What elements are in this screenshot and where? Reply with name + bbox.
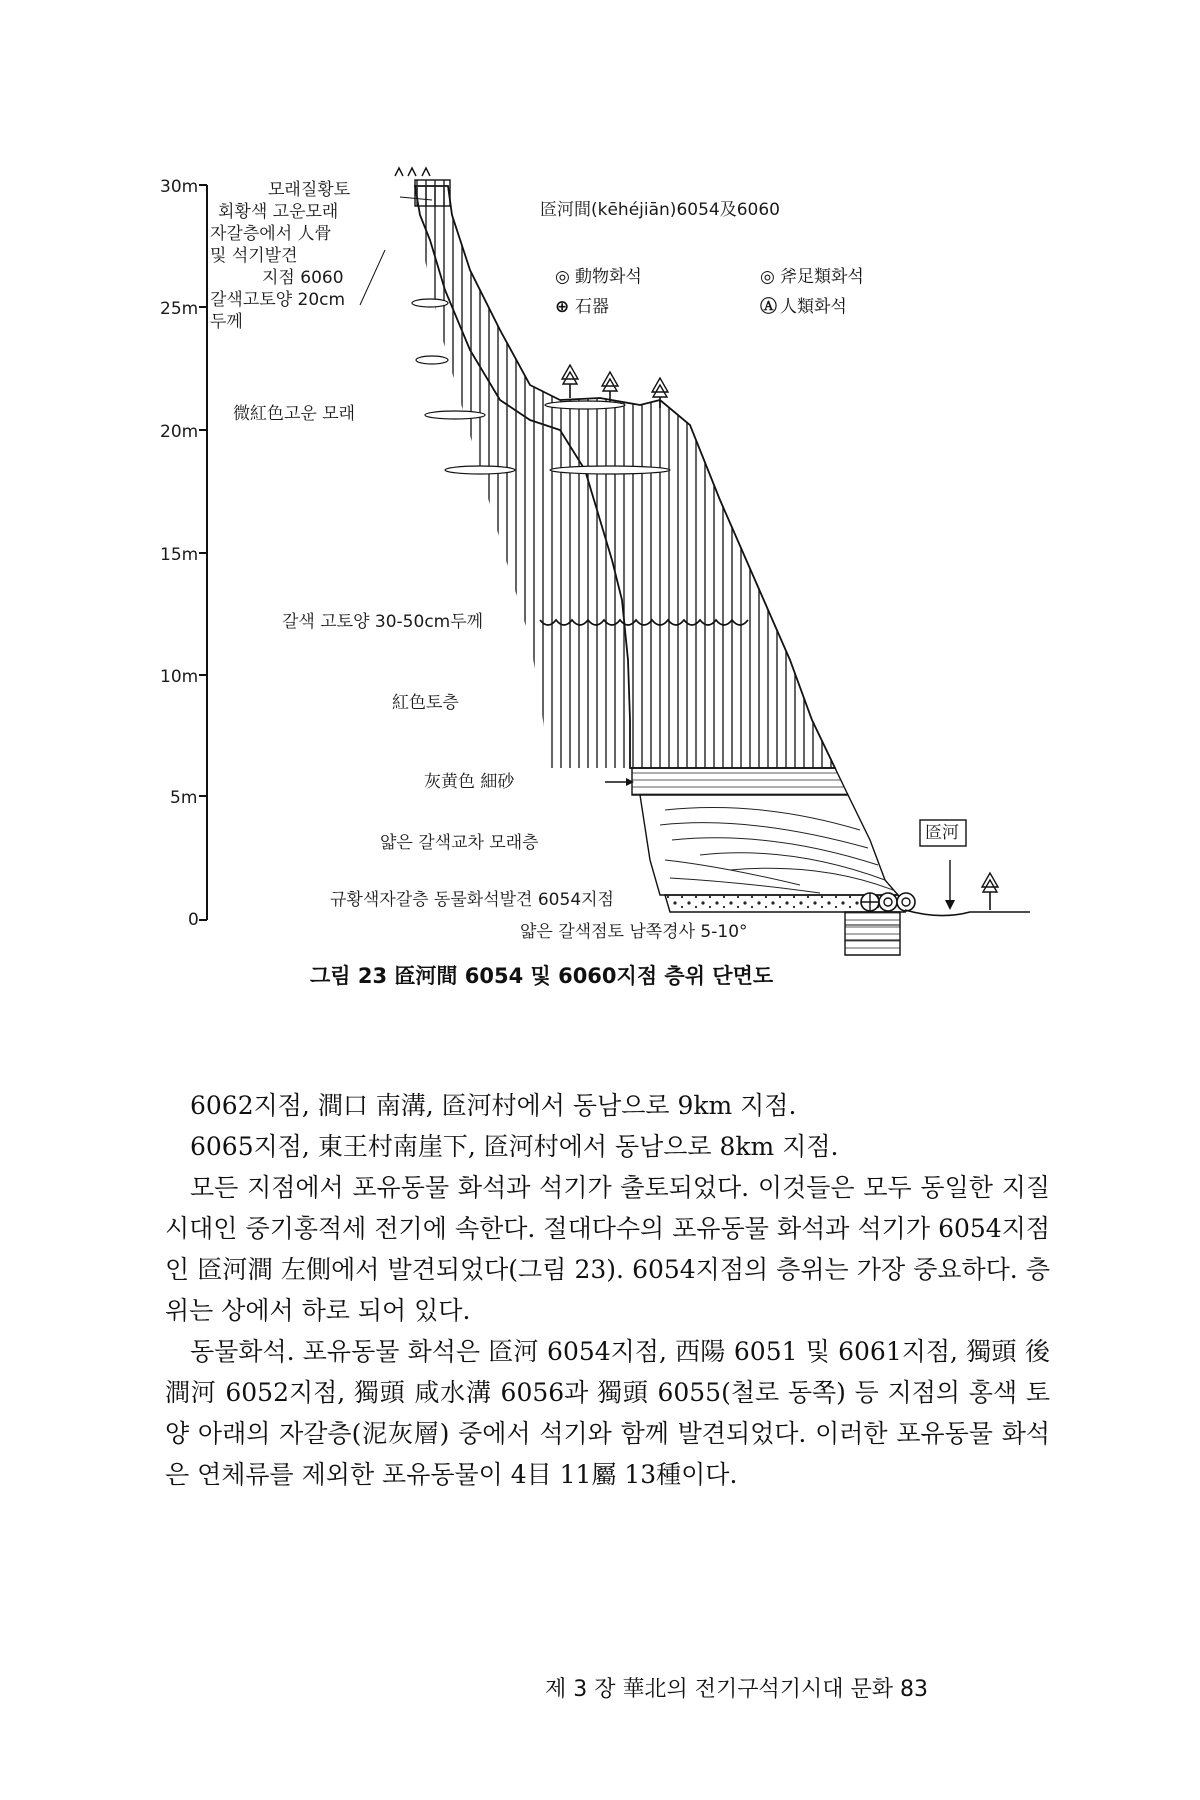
tree-icon	[562, 365, 578, 398]
label-cross-bedded-sand: 얇은 갈색교차 모래층	[380, 833, 539, 853]
axis-label-30m: 30m	[160, 177, 199, 197]
paragraph-all-sites: 모든 지점에서 포유동물 화석과 석기가 출토되었다. 이것들은 모두 동일한 지질시대인 중기홍적세 전기에 속한다. 절대다수의 포유동물 화석과 석기가 6054지점인 匼河澗 左側에서 발견되었다(그림 23). 6054지점의 층위는 가장 중요하다. 층위는 상에서 하로 되어 있다.	[165, 1173, 1050, 1325]
legend-human-fossil: Ⓐ 人類화석	[760, 297, 847, 317]
site-title: 匼河間(kēhéjiān)6054及6060	[540, 200, 780, 220]
label-pink-sand: 微紅色고운 모래	[233, 404, 356, 424]
grass-icon	[395, 168, 430, 176]
body-text	[165, 1085, 1050, 1495]
figure-caption: 그림 23 匼河間 6054 및 6060지점 층위 단면도	[310, 964, 774, 988]
label-brown-paleosol: 갈색 고토양 30-50cm두께	[282, 612, 484, 632]
paragraph-site-6062: 6062지점, 澗口 南溝, 匼河村에서 동남으로 9km 지점.	[190, 1091, 797, 1120]
axis-label-5m: 5m	[170, 788, 198, 808]
axis-label-20m: 20m	[160, 422, 199, 442]
label-and-tools-found: 및 석기발견	[210, 246, 298, 266]
tree-icon	[602, 372, 618, 402]
label-clay: 얇은 갈색점토 남쪽경사 5-10°	[520, 922, 748, 942]
label-grey-yellow-fine-sand: 회황색 고운모래	[218, 202, 339, 222]
axis-label-15m: 15m	[160, 545, 199, 565]
label-thickness: 두께	[210, 312, 243, 332]
axis-label-10m: 10m	[160, 667, 199, 687]
page-footer: 제 3 장 華北의 전기구석기시대 문화 83	[545, 1677, 928, 1702]
label-gravel-human-bone: 자갈층에서 人骨	[210, 224, 332, 244]
label-gravel-layer-6054: 규황색자갈층 동물화석발견 6054지점	[330, 890, 614, 910]
label-red-soil: 紅色토층	[392, 693, 459, 713]
paragraph-site-6065: 6065지점, 東王村南崖下, 匼河村에서 동남으로 8km 지점.	[190, 1132, 839, 1161]
grey-yellow-sand-band	[632, 768, 848, 795]
depth-scale-axis	[199, 185, 207, 920]
label-brown-paleosol-20cm: 갈색고토양 20cm	[210, 290, 346, 310]
label-river: 匼河	[925, 823, 959, 843]
legend-bivalve-fossil: ◎ 斧足類화석	[760, 267, 864, 287]
legend-animal-fossil: ◎ 動物화석	[555, 267, 642, 287]
axis-label-25m: 25m	[160, 299, 199, 319]
tree-icon	[982, 873, 998, 910]
label-site-6060: 지점 6060	[262, 268, 344, 288]
paragraph-animal-fossils: 동물화석. 포유동물 화석은 匼河 6054지점, 西陽 6051 및 6061지점, 獨頭 後澗河 6052지점, 獨頭 咸水溝 6056과 獨頭 6055(철로 동쪽) 등 지점의 홍색 토양 아래의 자갈층(泥灰層) 중에서 석기와 함께 발견되었다. 이러한 포유동물 화석은 연체류를 제외한 포유동물이 4目 11屬 13種이다.	[165, 1337, 1050, 1489]
clay-base	[845, 912, 900, 955]
label-sandy-loess: 모래질황토	[268, 180, 351, 200]
cross-bedded-sand	[640, 795, 898, 895]
river-bank	[905, 910, 1030, 916]
axis-label-0: 0	[188, 910, 199, 930]
label-grey-yellow-fine-sand-layer: 灰黄色 細砂	[424, 772, 515, 792]
legend-stone-tools: ⊕ 石器	[555, 297, 609, 317]
